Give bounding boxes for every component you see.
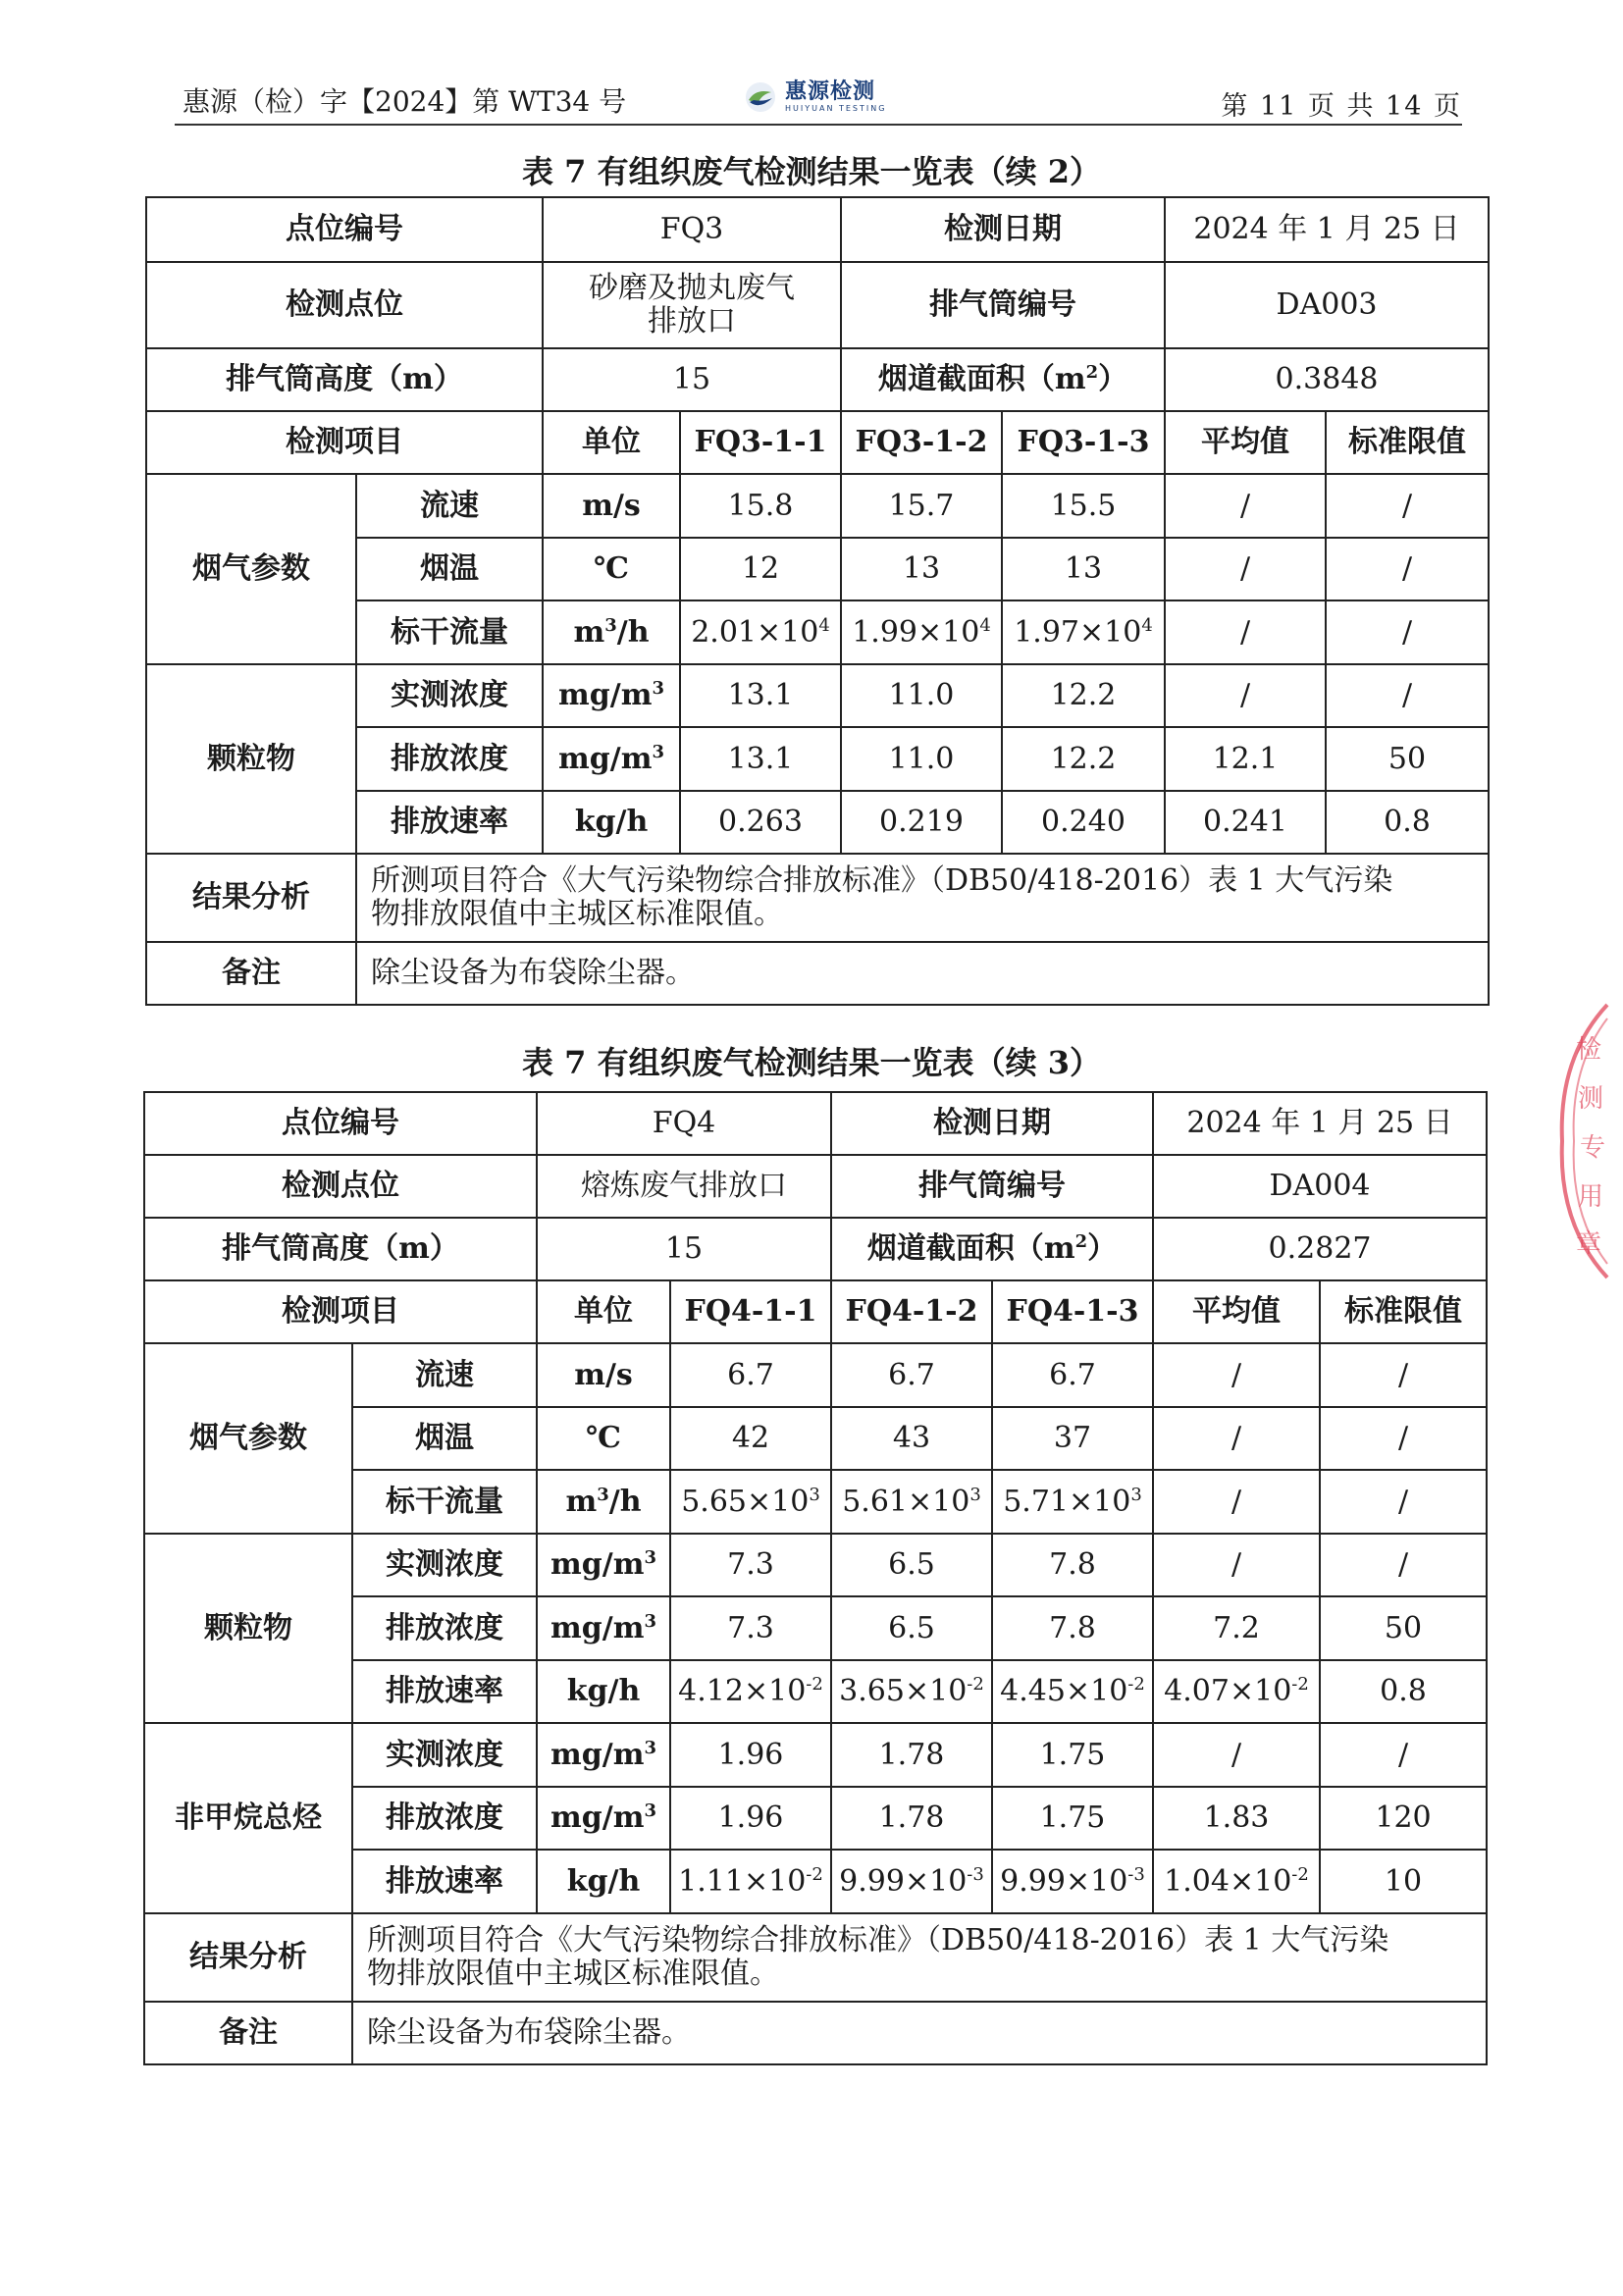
limit-cell: / bbox=[1320, 1470, 1487, 1534]
table-row bbox=[144, 1343, 1487, 1407]
table-row bbox=[144, 1092, 1487, 1155]
value-cell: 0.263 bbox=[680, 791, 841, 854]
limit-label: 标准限值 bbox=[1320, 1280, 1487, 1343]
value-cell: 6.7 bbox=[831, 1343, 992, 1407]
value-cell: 12 bbox=[680, 538, 841, 600]
value-cell: 13.1 bbox=[680, 664, 841, 727]
stack-height-label: 排气筒高度（m） bbox=[144, 1218, 537, 1280]
value-cell: 1.78 bbox=[831, 1787, 992, 1850]
item-name: 排放速率 bbox=[352, 1660, 537, 1723]
item-name: 烟温 bbox=[352, 1407, 537, 1470]
item-name: 排放浓度 bbox=[352, 1787, 537, 1850]
test-point-label: 检测点位 bbox=[144, 1155, 537, 1218]
value-cell: 6.5 bbox=[831, 1596, 992, 1660]
limit-cell: / bbox=[1326, 664, 1489, 727]
stack-id-value: DA003 bbox=[1165, 262, 1489, 348]
logo-swirl-icon bbox=[744, 80, 777, 114]
unit-cell: $mg/m^3$ bbox=[537, 1723, 670, 1787]
company-logo bbox=[744, 80, 886, 114]
unit-cell: $m^3/h$ bbox=[537, 1470, 670, 1534]
value-cell: 7.3 bbox=[670, 1596, 831, 1660]
limit-cell: / bbox=[1326, 474, 1489, 538]
value-cell: $9.99\times 10^{-3}$ bbox=[992, 1850, 1153, 1913]
unit-cell: m/s bbox=[543, 474, 680, 538]
limit-cell: 50 bbox=[1326, 727, 1489, 791]
average-cell: / bbox=[1153, 1723, 1320, 1787]
stack-id-value: DA004 bbox=[1153, 1155, 1487, 1218]
value-cell: 12.2 bbox=[1002, 727, 1165, 791]
value-cell: 43 bbox=[831, 1407, 992, 1470]
svg-text:用: 用 bbox=[1578, 1182, 1604, 1212]
value-cell: 42 bbox=[670, 1407, 831, 1470]
group-name: 烟气参数 bbox=[146, 474, 356, 664]
value-cell: 11.0 bbox=[841, 727, 1002, 791]
unit-cell: kg/h bbox=[537, 1660, 670, 1723]
remark-label: 备注 bbox=[144, 2002, 352, 2064]
table-row bbox=[146, 411, 1489, 474]
value-cell: 15.8 bbox=[680, 474, 841, 538]
value-cell: 1.75 bbox=[992, 1723, 1153, 1787]
flue-area-label: 烟道截面积$(m^2)$ bbox=[841, 348, 1165, 411]
value-cell: 6.5 bbox=[831, 1534, 992, 1596]
value-cell: 7.3 bbox=[670, 1534, 831, 1596]
unit-cell: $mg/m^3$ bbox=[543, 664, 680, 727]
unit-cell: kg/h bbox=[537, 1850, 670, 1913]
logo-english-name: HUIYUAN TESTING bbox=[785, 104, 887, 113]
item-name: 烟温 bbox=[356, 538, 543, 600]
svg-text:检: 检 bbox=[1576, 1035, 1602, 1065]
average-cell: 1.83 bbox=[1153, 1787, 1320, 1850]
table-row bbox=[144, 1913, 1487, 2002]
page-info: 第 11 页 共 14 页 bbox=[1221, 91, 1462, 122]
value-cell: 12.2 bbox=[1002, 664, 1165, 727]
limit-cell: / bbox=[1320, 1723, 1487, 1787]
logo-chinese-name: 惠源检测 bbox=[785, 79, 876, 104]
value-cell: $5.71\times 10^3$ bbox=[992, 1470, 1153, 1534]
seal-stamp-icon bbox=[1548, 999, 1611, 1283]
limit-cell: 50 bbox=[1320, 1596, 1487, 1660]
point-id-label: 点位编号 bbox=[146, 197, 543, 262]
average-cell: / bbox=[1165, 600, 1326, 664]
table-row bbox=[146, 664, 1489, 727]
flue-area-label: 烟道截面积$(m^2)$ bbox=[831, 1218, 1153, 1280]
table-row bbox=[144, 2002, 1487, 2064]
table-row bbox=[146, 348, 1489, 411]
table-row bbox=[144, 1218, 1487, 1280]
limit-cell: / bbox=[1326, 538, 1489, 600]
unit-cell: $m^3/h$ bbox=[543, 600, 680, 664]
value-cell: $9.99\times 10^{-3}$ bbox=[831, 1850, 992, 1913]
sample-header: FQ4-1-2 bbox=[831, 1280, 992, 1343]
value-cell: 6.7 bbox=[670, 1343, 831, 1407]
result-analysis-text: 所测项目符合《大气污染物综合排放标准》（DB50/418-2016）表 1 大气污染 物排放限值中主城区标准限值。 bbox=[356, 854, 1489, 942]
stack-height-value: 15 bbox=[543, 348, 841, 411]
value-cell: 7.8 bbox=[992, 1534, 1153, 1596]
result-analysis-label: 结果分析 bbox=[144, 1913, 352, 2002]
average-cell: 0.241 bbox=[1165, 791, 1326, 854]
item-name: 排放浓度 bbox=[356, 727, 543, 791]
value-cell: $5.61\times 10^3$ bbox=[831, 1470, 992, 1534]
average-cell: 7.2 bbox=[1153, 1596, 1320, 1660]
limit-cell: 0.8 bbox=[1326, 791, 1489, 854]
table2 bbox=[143, 1091, 1488, 2065]
table-row bbox=[146, 474, 1489, 538]
remark-label: 备注 bbox=[146, 942, 356, 1005]
limit-cell: 0.8 bbox=[1320, 1660, 1487, 1723]
value-cell: 7.8 bbox=[992, 1596, 1153, 1660]
limit-cell: / bbox=[1320, 1343, 1487, 1407]
remark-text: 除尘设备为布袋除尘器。 bbox=[352, 2002, 1487, 2064]
item-name: 标干流量 bbox=[356, 600, 543, 664]
point-id-value: FQ4 bbox=[537, 1092, 831, 1155]
average-cell: 12.1 bbox=[1165, 727, 1326, 791]
unit-cell: kg/h bbox=[543, 791, 680, 854]
test-date-value: 2024 年 1 月 25 日 bbox=[1153, 1092, 1487, 1155]
unit-cell: $mg/m^3$ bbox=[537, 1787, 670, 1850]
item-name: 排放速率 bbox=[356, 791, 543, 854]
item-name: 实测浓度 bbox=[356, 664, 543, 727]
limit-cell: 120 bbox=[1320, 1787, 1487, 1850]
value-cell: 1.96 bbox=[670, 1723, 831, 1787]
average-cell: / bbox=[1153, 1407, 1320, 1470]
value-cell: $1.97\times 10^4$ bbox=[1002, 600, 1165, 664]
value-cell: 37 bbox=[992, 1407, 1153, 1470]
value-cell: 15.5 bbox=[1002, 474, 1165, 538]
test-point-value: 熔炼废气排放口 bbox=[537, 1155, 831, 1218]
limit-cell: / bbox=[1320, 1534, 1487, 1596]
stack-id-label: 排气筒编号 bbox=[831, 1155, 1153, 1218]
table1 bbox=[145, 196, 1490, 1006]
table-row bbox=[144, 1723, 1487, 1787]
table-row bbox=[144, 1155, 1487, 1218]
unit-cell: m/s bbox=[537, 1343, 670, 1407]
sample-header: FQ4-1-1 bbox=[670, 1280, 831, 1343]
unit-cell: $mg/m^3$ bbox=[537, 1534, 670, 1596]
test-item-label: 检测项目 bbox=[146, 411, 543, 474]
value-cell: 13.1 bbox=[680, 727, 841, 791]
value-cell: 15.7 bbox=[841, 474, 1002, 538]
item-name: 实测浓度 bbox=[352, 1534, 537, 1596]
limit-cell: / bbox=[1326, 600, 1489, 664]
result-analysis-label: 结果分析 bbox=[146, 854, 356, 942]
point-id-value: FQ3 bbox=[543, 197, 841, 262]
average-label: 平均值 bbox=[1165, 411, 1326, 474]
stack-id-label: 排气筒编号 bbox=[841, 262, 1165, 348]
item-name: 排放速率 bbox=[352, 1850, 537, 1913]
remark-text: 除尘设备为布袋除尘器。 bbox=[356, 942, 1489, 1005]
average-cell: $4.07\times 10^{-2}$ bbox=[1153, 1660, 1320, 1723]
document-number: 惠源（检）字【2024】第 WT34 号 bbox=[183, 85, 627, 118]
value-cell: $1.99\times 10^4$ bbox=[841, 600, 1002, 664]
result-analysis-text: 所测项目符合《大气污染物综合排放标准》（DB50/418-2016）表 1 大气污染 物排放限值中主城区标准限值。 bbox=[352, 1913, 1487, 2002]
test-point-label: 检测点位 bbox=[146, 262, 543, 348]
table-row bbox=[146, 262, 1489, 348]
limit-label: 标准限值 bbox=[1326, 411, 1489, 474]
svg-text:专: 专 bbox=[1580, 1133, 1606, 1163]
page-header bbox=[175, 78, 1462, 126]
unit-label: 单位 bbox=[543, 411, 680, 474]
average-cell: $1.04\times 10^{-2}$ bbox=[1153, 1850, 1320, 1913]
test-date-label: 检测日期 bbox=[831, 1092, 1153, 1155]
svg-text:章: 章 bbox=[1576, 1229, 1602, 1259]
flue-area-value: 0.2827 bbox=[1153, 1218, 1487, 1280]
value-cell: 13 bbox=[1002, 538, 1165, 600]
point-id-label: 点位编号 bbox=[144, 1092, 537, 1155]
test-item-label: 检测项目 bbox=[144, 1280, 537, 1343]
value-cell: 1.78 bbox=[831, 1723, 992, 1787]
value-cell: 1.75 bbox=[992, 1787, 1153, 1850]
flue-area-value: 0.3848 bbox=[1165, 348, 1489, 411]
stack-height-value: 15 bbox=[537, 1218, 831, 1280]
value-cell: 13 bbox=[841, 538, 1002, 600]
item-name: 流速 bbox=[352, 1343, 537, 1407]
value-cell: 11.0 bbox=[841, 664, 1002, 727]
stack-height-label: 排气筒高度（m） bbox=[146, 348, 543, 411]
svg-text:测: 测 bbox=[1578, 1084, 1604, 1114]
limit-cell: / bbox=[1320, 1407, 1487, 1470]
value-cell: 1.96 bbox=[670, 1787, 831, 1850]
average-cell: / bbox=[1153, 1343, 1320, 1407]
table1-caption: 表 7 有组织废气检测结果一览表（续 2） bbox=[522, 153, 1101, 190]
unit-cell: ℃ bbox=[537, 1407, 670, 1470]
average-cell: / bbox=[1153, 1534, 1320, 1596]
item-name: 排放浓度 bbox=[352, 1596, 537, 1660]
table-row bbox=[146, 854, 1489, 942]
group-name: 烟气参数 bbox=[144, 1343, 352, 1534]
table-row bbox=[144, 1534, 1487, 1596]
value-cell: $5.65\times 10^3$ bbox=[670, 1470, 831, 1534]
unit-cell: $mg/m^3$ bbox=[543, 727, 680, 791]
value-cell: $1.11\times 10^{-2}$ bbox=[670, 1850, 831, 1913]
table-row bbox=[144, 1280, 1487, 1343]
group-name: 颗粒物 bbox=[146, 664, 356, 854]
sample-header: FQ3-1-2 bbox=[841, 411, 1002, 474]
average-cell: / bbox=[1153, 1470, 1320, 1534]
limit-cell: 10 bbox=[1320, 1850, 1487, 1913]
average-label: 平均值 bbox=[1153, 1280, 1320, 1343]
sample-header: FQ3-1-3 bbox=[1002, 411, 1165, 474]
unit-cell: ℃ bbox=[543, 538, 680, 600]
table-row bbox=[146, 942, 1489, 1005]
test-point-value: 砂磨及抛丸废气 排放口 bbox=[543, 262, 841, 348]
unit-cell: $mg/m^3$ bbox=[537, 1596, 670, 1660]
item-name: 标干流量 bbox=[352, 1470, 537, 1534]
unit-label: 单位 bbox=[537, 1280, 670, 1343]
average-cell: / bbox=[1165, 538, 1326, 600]
value-cell: 6.7 bbox=[992, 1343, 1153, 1407]
item-name: 流速 bbox=[356, 474, 543, 538]
sample-header: FQ4-1-3 bbox=[992, 1280, 1153, 1343]
group-name: 非甲烷总烃 bbox=[144, 1723, 352, 1913]
value-cell: $4.12\times 10^{-2}$ bbox=[670, 1660, 831, 1723]
item-name: 实测浓度 bbox=[352, 1723, 537, 1787]
value-cell: 0.219 bbox=[841, 791, 1002, 854]
table-row bbox=[146, 197, 1489, 262]
sample-header: FQ3-1-1 bbox=[680, 411, 841, 474]
value-cell: $3.65\times 10^{-2}$ bbox=[831, 1660, 992, 1723]
test-date-label: 检测日期 bbox=[841, 197, 1165, 262]
value-cell: 0.240 bbox=[1002, 791, 1165, 854]
table2-caption: 表 7 有组织废气检测结果一览表（续 3） bbox=[522, 1044, 1101, 1081]
group-name: 颗粒物 bbox=[144, 1534, 352, 1723]
test-date-value: 2024 年 1 月 25 日 bbox=[1165, 197, 1489, 262]
average-cell: / bbox=[1165, 664, 1326, 727]
value-cell: $4.45\times 10^{-2}$ bbox=[992, 1660, 1153, 1723]
average-cell: / bbox=[1165, 474, 1326, 538]
value-cell: $2.01\times 10^4$ bbox=[680, 600, 841, 664]
